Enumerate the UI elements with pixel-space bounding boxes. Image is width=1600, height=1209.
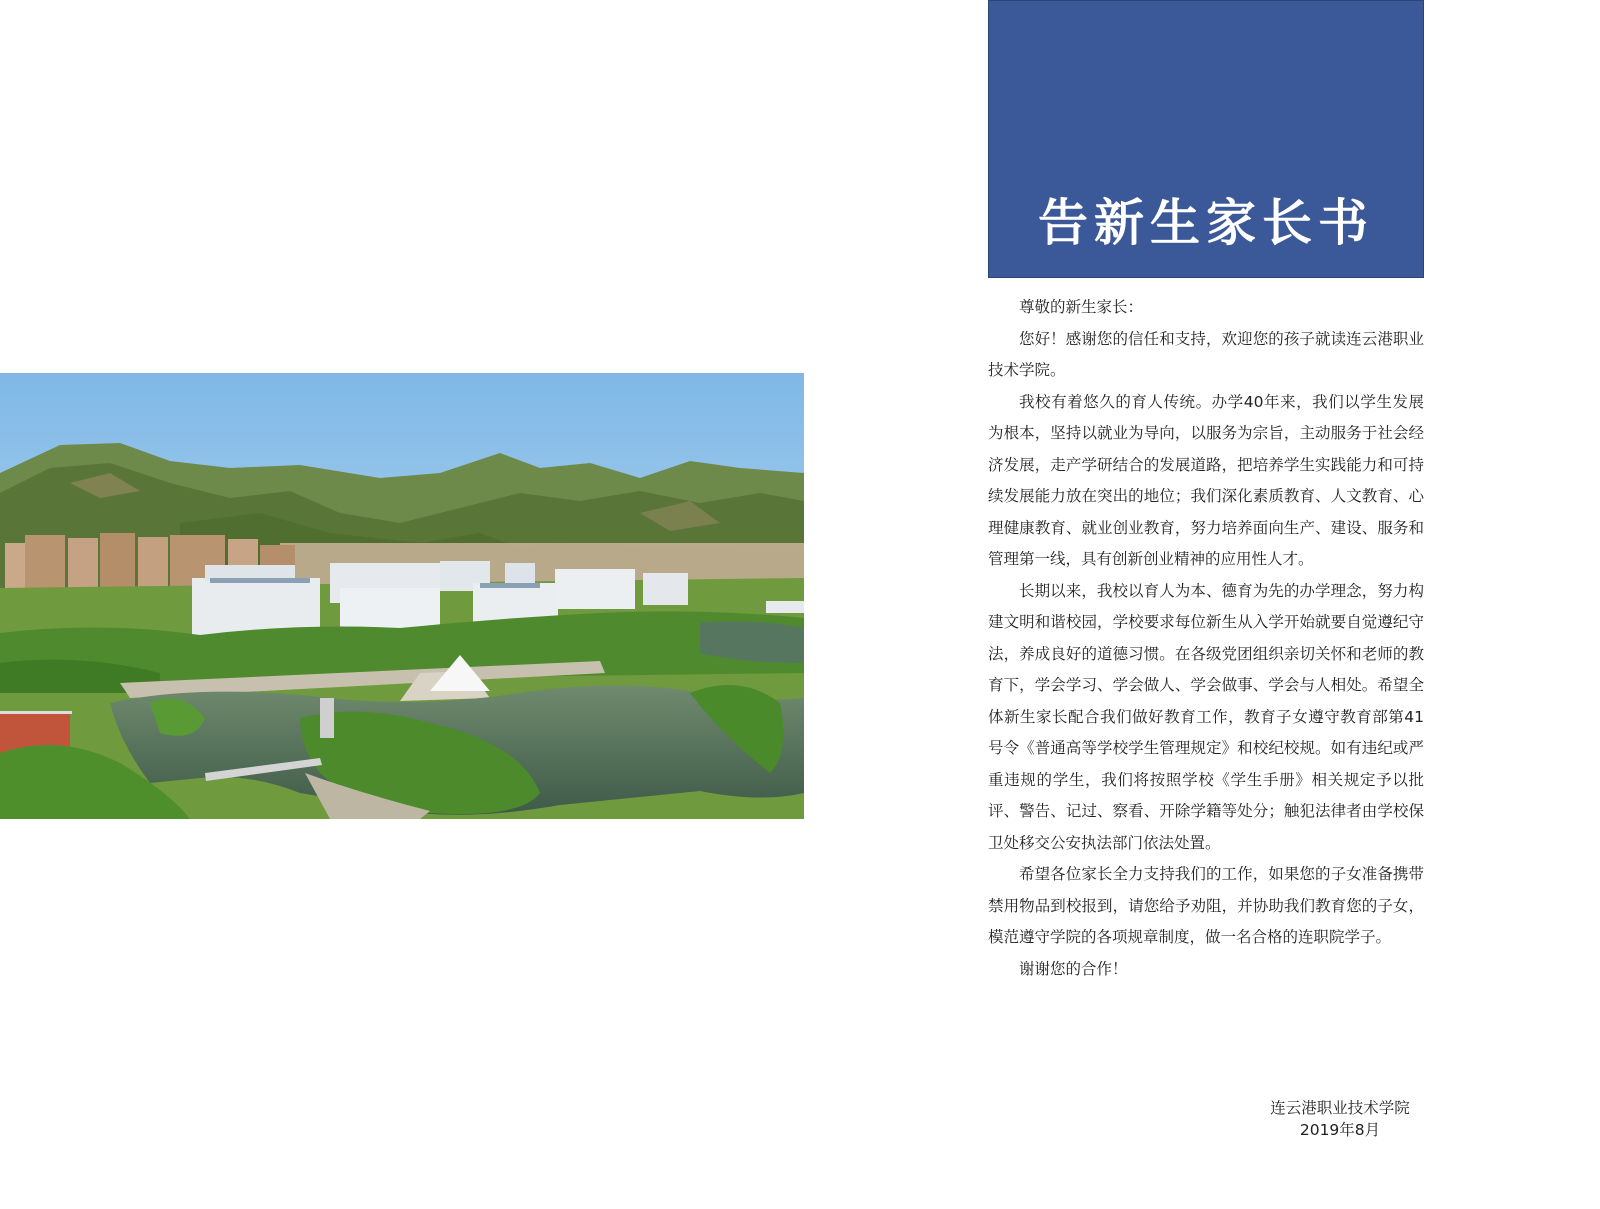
letter-greeting: 尊敬的新生家长： — [1019, 298, 1144, 316]
signature-block — [1250, 1097, 1430, 1141]
signature-date: 2019年8月 — [1299, 1121, 1381, 1139]
letter-paragraph-3: 长期以来，我校以育人为本、德育为先的办学理念，努力构建文明和谐校园，学校要求每位新生从入学开始就要自觉遵纪守法，养成良好的道德习惯。在各级党团组织亲切关怀和老师的教育下，学会学习、学会做人、学会做事、学会与人相处。希望全体新生家长配合我们做好教育工作，教育子女遵守教育部第41号令《普通高等学校学生管理规定》和校纪校规。如有违纪或严重违规的学生，我们将按照学校《学生手册》相关规定予以批评、警告、记过、察看、开除学籍等处分；触犯法律者由学校保卫处移交公安执法部门依法处置。 — [988, 581, 1424, 852]
letter-paragraph-1: 您好！感谢您的信任和支持，欢迎您的孩子就读连云港职业技术学院。 — [988, 329, 1424, 379]
title-banner — [988, 0, 1424, 278]
letter-body — [988, 292, 1424, 985]
campus-aerial-photo — [0, 373, 804, 819]
page-title: 告新生家长书 — [1038, 194, 1374, 252]
letter-paragraph-4: 希望各位家长全力支持我们的工作，如果您的子女准备携带禁用物品到校报到，请您给予劝阻，并协助我们教育您的子女，模范遵守学院的各项规章制度，做一名合格的连职院学子。 — [988, 865, 1424, 946]
letter-paragraph-2: 我校有着悠久的育人传统。办学40年来，我们以学生发展为根本，坚持以就业为导向，以服务为宗旨，主动服务于社会经济发展，走产学研结合的发展道路，把培养学生实践能力和可持续发展能力放在突出的地位；我们深化素质教育、人文教育、心理健康教育、就业创业教育，努力培养面向生产、建设、服务和管理第一线，具有创新创业精神的应用性人才。 — [988, 392, 1424, 568]
letter-closing: 谢谢您的合作！ — [1019, 959, 1128, 978]
signature-org: 连云港职业技术学院 — [1270, 1099, 1410, 1117]
